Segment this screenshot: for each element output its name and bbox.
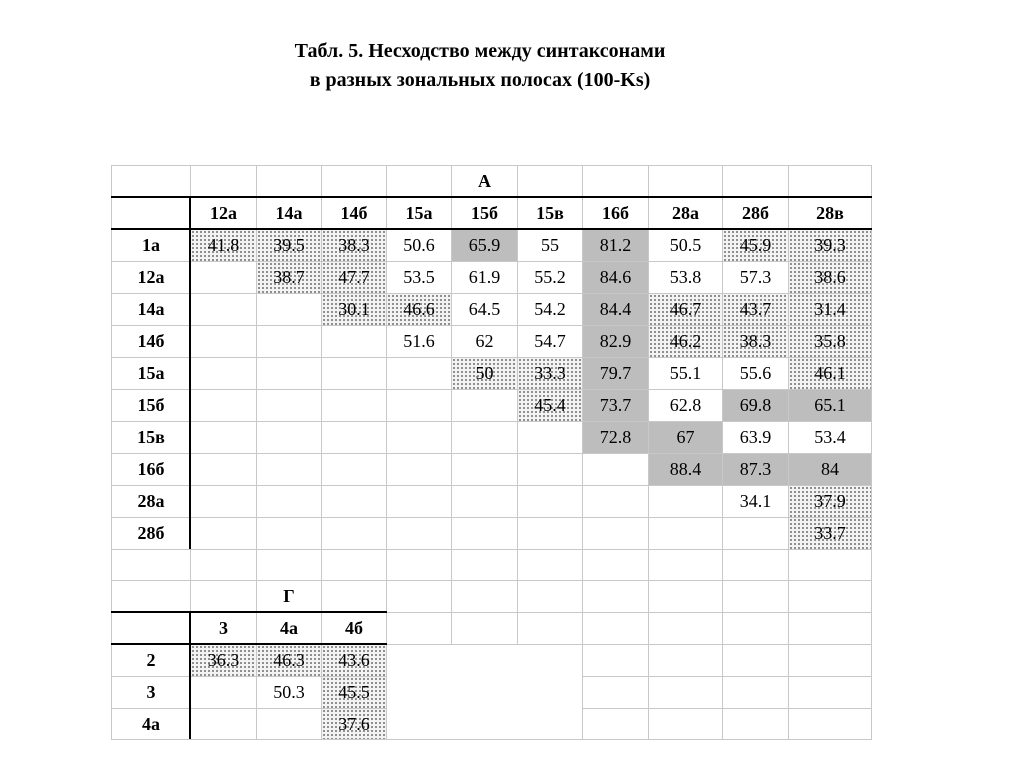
table-cell: 72.8 (583, 422, 648, 453)
table-cell: 84 (789, 454, 871, 485)
table-rule-bold (189, 197, 191, 549)
table-cell (322, 326, 386, 357)
column-header: 28б (742, 203, 769, 223)
table-cell: 54.2 (534, 299, 566, 319)
table-cell: 38.3 (322, 230, 386, 261)
table-cell: 38.3 (723, 326, 788, 357)
grid-line (111, 549, 872, 550)
table-cell (191, 518, 256, 549)
table-rule-bold (111, 196, 872, 198)
table-cell: 62 (475, 331, 494, 351)
table-cell: 53.5 (403, 267, 435, 287)
table-title (0, 37, 960, 95)
table-cell: 69.8 (723, 390, 788, 421)
table-cell (518, 454, 582, 485)
table-cell (452, 390, 517, 421)
table-cell: 33.7 (789, 518, 871, 549)
table-cell: 57.3 (739, 267, 772, 287)
table-cell: 79.7 (583, 358, 648, 389)
table-cell (191, 326, 256, 357)
table-cell (257, 358, 321, 389)
table-cell: 50.5 (669, 235, 702, 255)
table-cell (257, 518, 321, 549)
table-cell (387, 518, 451, 549)
row-header: 15в (137, 427, 165, 447)
table-cell (649, 486, 722, 517)
table-cell: 31.4 (789, 294, 871, 325)
table-cell (191, 677, 256, 708)
table-cell: 53.8 (669, 267, 702, 287)
table-cell: 39.3 (789, 230, 871, 261)
table-cell: 65.1 (789, 390, 871, 421)
table-cell (322, 518, 386, 549)
grid-line (871, 165, 872, 740)
table-cell (387, 486, 451, 517)
table-cell: 55 (541, 235, 559, 255)
table-cell (518, 518, 582, 549)
table-cell (322, 390, 386, 421)
table-cell: 51.6 (403, 331, 435, 351)
column-header: 4б (345, 618, 363, 638)
table-cell (452, 486, 517, 517)
table-rule-bold (111, 228, 872, 230)
table-cell: 50.3 (273, 682, 305, 702)
table-cell (723, 518, 788, 549)
table-cell: 84.6 (583, 262, 648, 293)
table-cell: 34.1 (739, 491, 772, 511)
table-cell (191, 262, 256, 293)
blank-region (387, 645, 582, 739)
table-cell (257, 709, 321, 739)
table-cell: 55.2 (534, 267, 566, 287)
table-cell: 87.3 (723, 454, 788, 485)
table-cell: 84.4 (583, 294, 648, 325)
table-cell (649, 518, 722, 549)
dissimilarity-table (111, 165, 871, 739)
column-header: 15а (405, 203, 433, 223)
row-header: 1а (142, 235, 160, 255)
table-cell (257, 454, 321, 485)
column-header: 16б (602, 203, 629, 223)
table-cell: 46.3 (257, 645, 321, 676)
table-cell (191, 486, 256, 517)
table-cell (191, 422, 256, 453)
table-cell (322, 422, 386, 453)
table-cell (387, 454, 451, 485)
table-cell: 65.9 (452, 230, 517, 261)
table-cell: 88.4 (649, 454, 722, 485)
table-cell: 46.6 (387, 294, 451, 325)
table-cell (387, 422, 451, 453)
table-cell: 54.7 (534, 331, 566, 351)
row-header: 12а (137, 267, 165, 287)
table-cell (452, 518, 517, 549)
row-header: 15а (137, 363, 165, 383)
table-cell (322, 486, 386, 517)
table-rule-bold (111, 643, 387, 645)
table-cell: 81.2 (583, 230, 648, 261)
table-cell (322, 358, 386, 389)
table-cell: 43.6 (322, 645, 386, 676)
title-line-1: Табл. 5. Несходство между синтаксонами (294, 40, 666, 62)
row-header: 28б (137, 523, 165, 543)
table-cell (257, 294, 321, 325)
column-header: 28а (672, 203, 699, 223)
table-cell: 73.7 (583, 390, 648, 421)
table-cell: 64.5 (468, 299, 501, 319)
table-cell (452, 454, 517, 485)
row-header: 2 (146, 650, 156, 670)
table-cell: 46.7 (649, 294, 722, 325)
group-label-g: Г (283, 586, 295, 606)
table-cell: 82.9 (583, 326, 648, 357)
table-rule-bold (189, 612, 191, 739)
table-cell: 41.8 (191, 230, 256, 261)
row-header: 3 (146, 682, 156, 702)
group-label-a: А (478, 171, 491, 191)
table-cell (583, 518, 648, 549)
table-cell: 47.7 (322, 262, 386, 293)
table-cell (583, 454, 648, 485)
row-header: 28а (137, 491, 165, 511)
column-header: 12а (210, 203, 237, 223)
table-cell (322, 454, 386, 485)
row-header: 14б (137, 331, 165, 351)
row-header: 14а (137, 299, 165, 319)
table-cell (191, 294, 256, 325)
table-cell (257, 326, 321, 357)
table-cell: 63.9 (739, 427, 772, 447)
column-header: 3 (219, 618, 228, 638)
title-line-2: в разных зональных полосах (100-Ks) (309, 69, 651, 91)
table-cell (191, 390, 256, 421)
table-cell (387, 390, 451, 421)
table-cell (257, 390, 321, 421)
table-cell: 67 (649, 422, 722, 453)
table-cell: 46.2 (649, 326, 722, 357)
table-cell: 37.9 (789, 486, 871, 517)
table-cell: 53.4 (814, 427, 846, 447)
table-cell (452, 422, 517, 453)
table-cell: 55.1 (669, 363, 702, 383)
table-cell: 43.7 (723, 294, 788, 325)
table-cell: 61.9 (468, 267, 501, 287)
table-cell (518, 422, 582, 453)
column-header: 15в (536, 203, 564, 223)
row-header: 16б (137, 459, 165, 479)
table-cell (583, 486, 648, 517)
column-header: 4а (280, 618, 298, 638)
table-rule-bold (111, 611, 387, 613)
table-cell: 45.9 (723, 230, 788, 261)
table-cell: 46.1 (789, 358, 871, 389)
table-cell (387, 358, 451, 389)
table-cell (191, 709, 256, 739)
table-cell (191, 358, 256, 389)
table-cell: 30.1 (322, 294, 386, 325)
table-cell: 39.5 (257, 230, 321, 261)
table-cell (257, 486, 321, 517)
column-header: 28в (816, 203, 844, 223)
table-cell: 38.7 (257, 262, 321, 293)
table-cell: 38.6 (789, 262, 871, 293)
row-header: 15б (137, 395, 165, 415)
column-header: 14а (275, 203, 303, 223)
table-cell: 36.3 (191, 645, 256, 676)
table-cell: 55.6 (739, 363, 772, 383)
table-cell: 37.6 (322, 709, 386, 739)
table-cell (191, 454, 256, 485)
column-header: 14б (340, 203, 368, 223)
table-cell: 45.5 (322, 677, 386, 708)
table-cell: 62.8 (669, 395, 702, 415)
grid-line (111, 739, 872, 740)
table-cell: 33.3 (518, 358, 582, 389)
table-cell: 50.6 (403, 235, 435, 255)
row-header: 4а (142, 713, 160, 734)
table-cell (257, 422, 321, 453)
table-cell: 50 (452, 358, 517, 389)
table-cell: 35.8 (789, 326, 871, 357)
grid-line (111, 580, 872, 581)
table-cell (518, 486, 582, 517)
column-header: 15б (471, 203, 498, 223)
table-cell: 45.4 (518, 390, 582, 421)
